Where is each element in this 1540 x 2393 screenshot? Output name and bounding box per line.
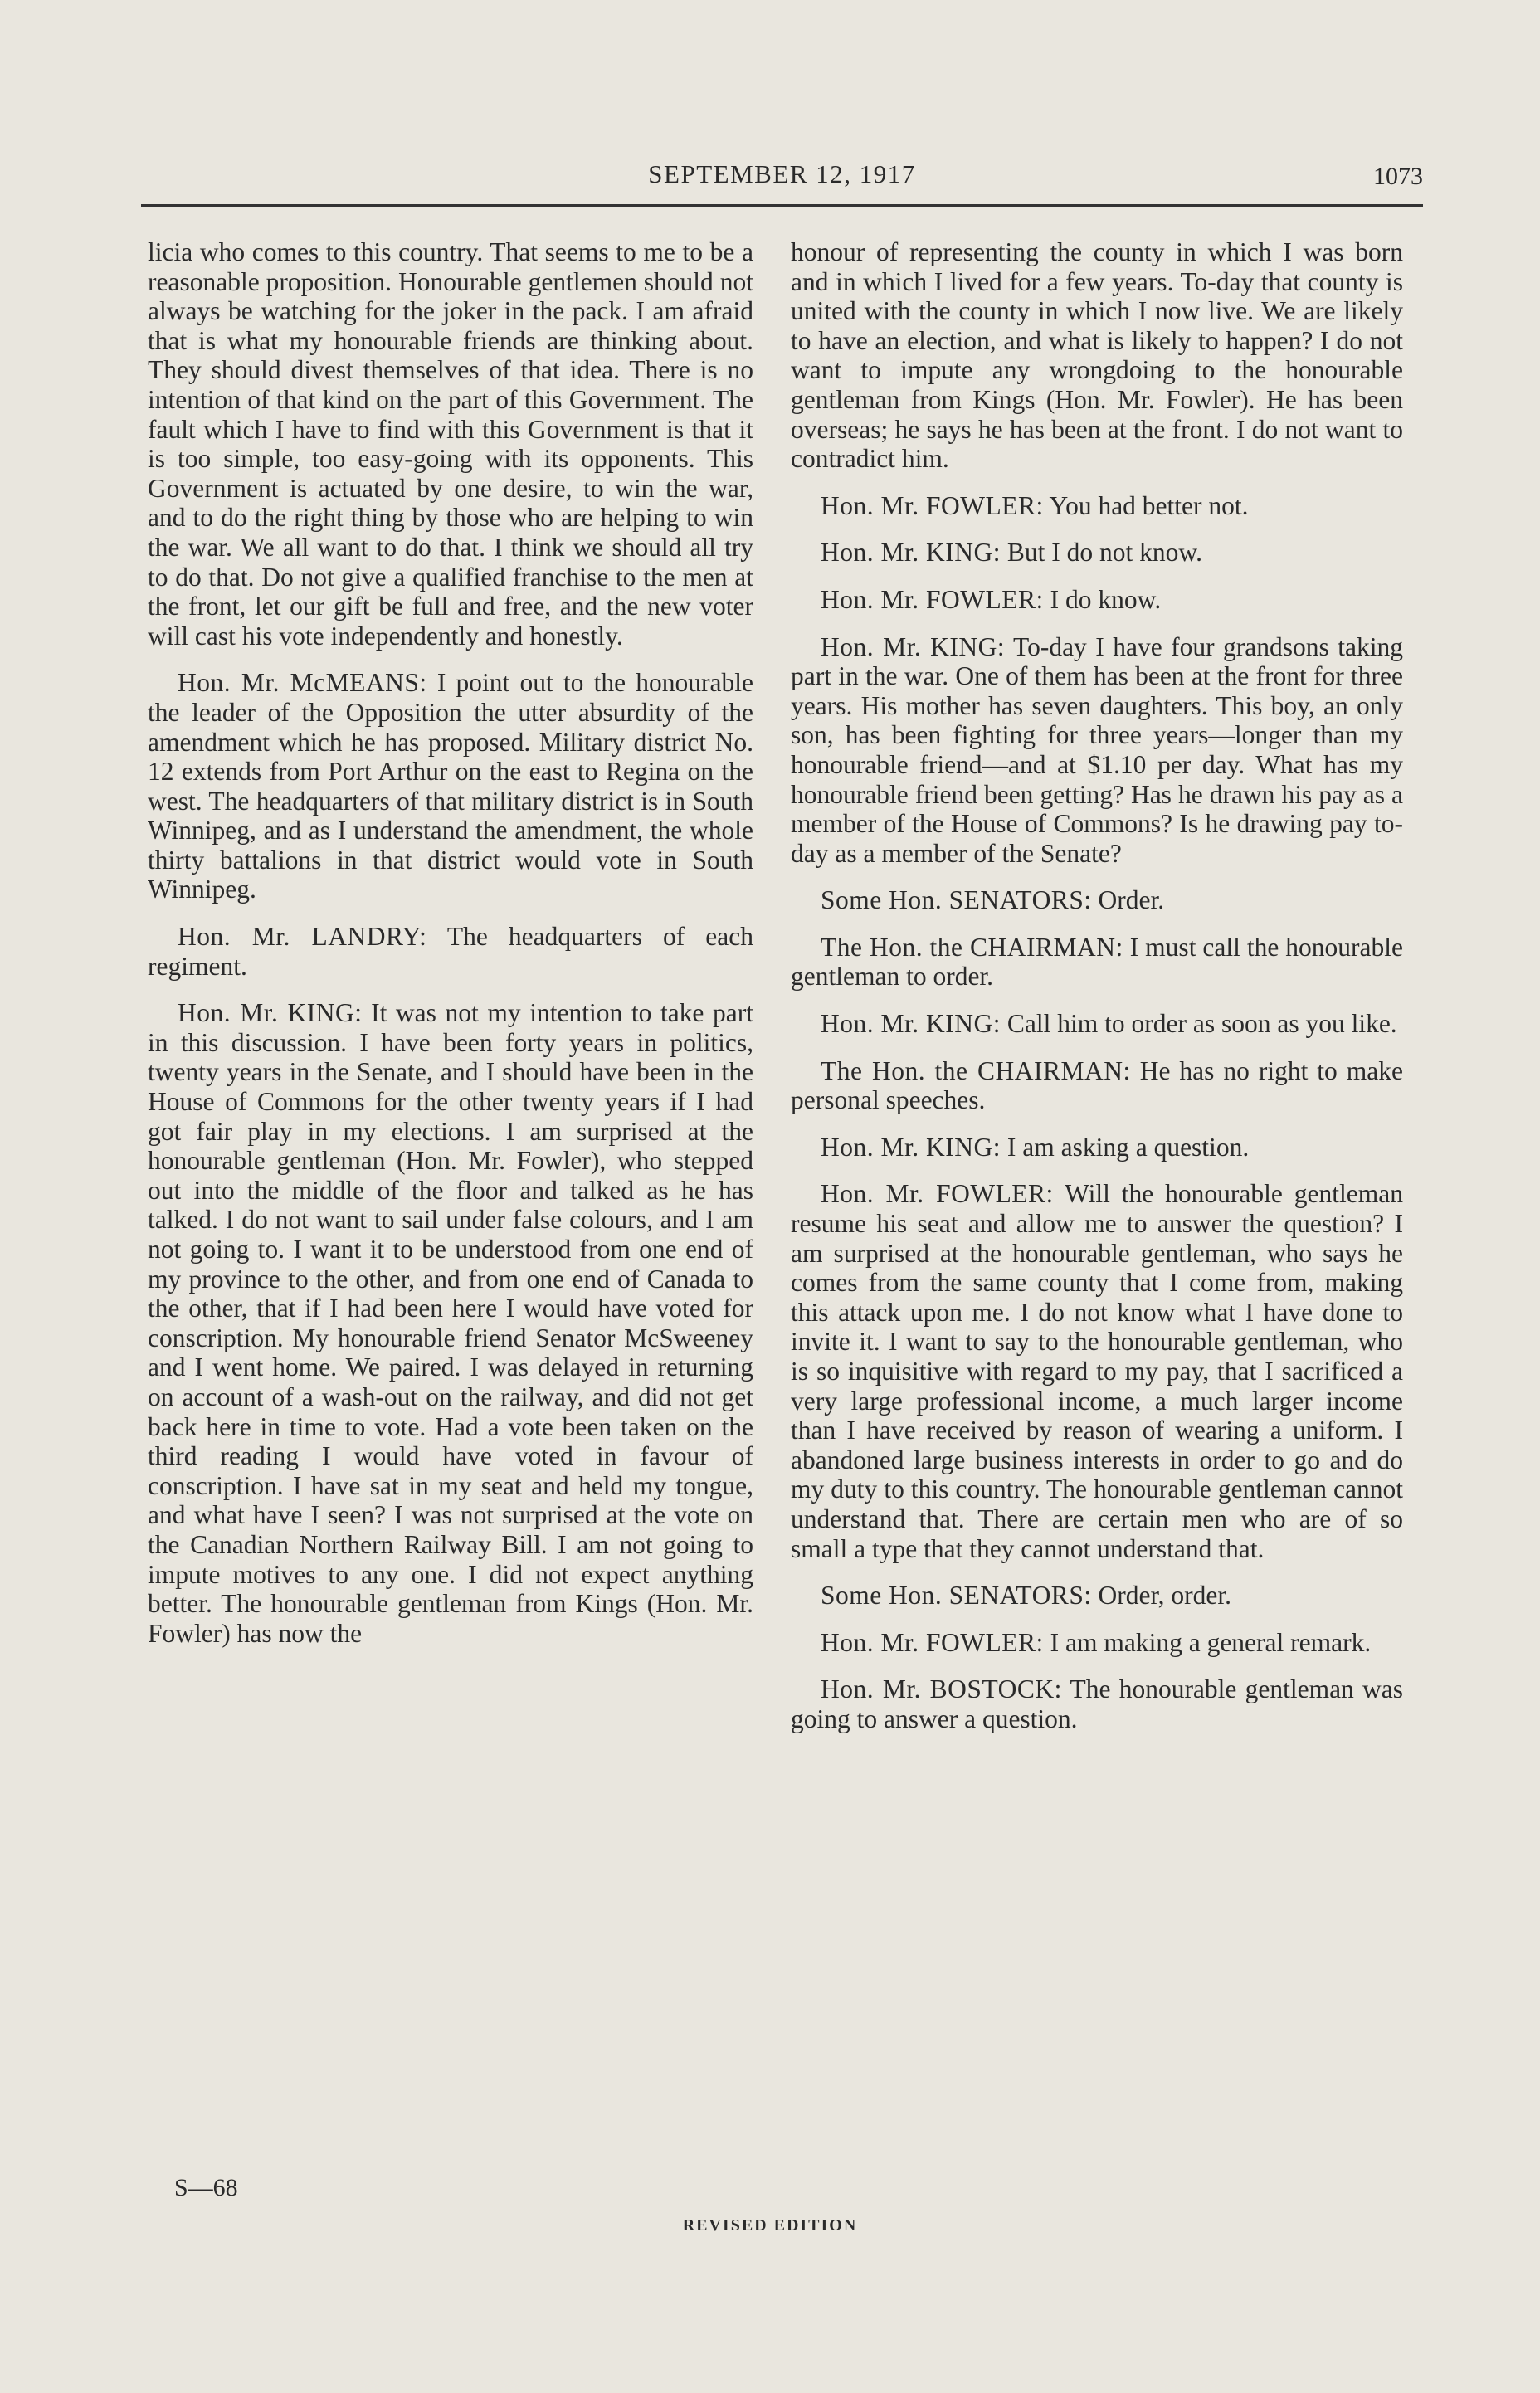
speaker-name: Some Hon. SENATORS: bbox=[821, 1581, 1092, 1611]
paragraph-text: Call him to order as soon as you like. bbox=[1006, 1009, 1397, 1039]
paragraph-text: I do know. bbox=[1050, 584, 1162, 614]
paragraph-text: The honourable gentleman was going to answer a question. bbox=[791, 1674, 1403, 1733]
paragraph bbox=[791, 1056, 1403, 1115]
paragraph bbox=[791, 885, 1403, 915]
speaker-name: Hon. Mr. LANDRY: bbox=[178, 922, 427, 952]
edition-footer: REVISED EDITION bbox=[682, 2216, 858, 2235]
speaker-name: Hon. Mr. McMEANS: bbox=[178, 668, 427, 698]
paragraph-text: The headquarters of each regiment. bbox=[148, 922, 753, 981]
paragraph-text: I am asking a question. bbox=[1006, 1132, 1250, 1162]
speaker-name: Hon. Mr. KING: bbox=[821, 538, 1001, 568]
paragraph-text: You had better not. bbox=[1049, 490, 1249, 520]
paragraph bbox=[148, 237, 753, 651]
paragraph bbox=[791, 1674, 1403, 1733]
header-rule bbox=[141, 204, 1423, 207]
left-column bbox=[148, 237, 753, 1665]
paragraph-text: To-day I have four grandsons taking part in the war. One of them has been at the front for three years. His mother has seven daughters. This boy, an only son, has been fighting for three years—longer than my honourable friend—and at $1.10 per day. What has my honourable friend been getting? Has he drawn his pay as a member of the House of Commons? Is he drawing pay to-day as a member of the Senate? bbox=[791, 631, 1403, 868]
paragraph-text: It was not my intention to take part in this discussion. I have been forty years in politics, twenty years in the Senate, and I should have been in the House of Commons for the other twenty years if I had got fair play in my elections. I am surprised at the honourable gentleman (Hon. Mr. Fowler), who stepped out into the middle of the floor and talked as he has talked. I do not want to sail under false colours, and I am not going to. I want it to be understood from one end of my province to the other, and from one end of Canada to the other, that if I had been here I would have voted for conscription. My honourable friend Senator McSweeney and I went home. We paired. I was delayed in returning on account of a wash-out on the railway, and did not get back here in time to vote. Had a vote been taken on the third reading I would have voted in favour of conscription. I have sat in my seat and held my tongue, and what have I seen? I was not surprised at the vote on the Canadian Northern Railway Bill. I am not going to impute motives to any one. I did not expect anything better. The honourable gentleman from Kings (Hon. Mr. Fowler) has now the bbox=[148, 998, 753, 1648]
speaker-name: Hon. Mr. FOWLER: bbox=[821, 1179, 1054, 1209]
paragraph bbox=[791, 1009, 1403, 1039]
paragraph-text: I am making a general remark. bbox=[1050, 1627, 1372, 1657]
page-header bbox=[141, 156, 1423, 206]
speaker-name: Hon. Mr. KING: bbox=[821, 1009, 1001, 1039]
speaker-name: Hon. Mr. FOWLER: bbox=[821, 1627, 1044, 1657]
speaker-name: The Hon. the CHAIRMAN: bbox=[821, 932, 1123, 962]
paragraph-text: Will the honourable gentleman resume his seat and allow me to answer the question? I am surprised at the honourable gentleman, who says he comes from the same county that I come from, making this attack upon me. I do not know what I have done to invite it. I want to say to the honourable gentleman, who is so inquisitive with regard to my pay, that I sacrificed a very large professional income, a much larger income than I have received by reason of wearing a uniform. I abandoned large business interests in order to go and do my duty to this country. The honourable gentleman cannot understand that. There are certain men who are of so small a type that they cannot understand that. bbox=[791, 1179, 1403, 1563]
right-column bbox=[791, 237, 1403, 1752]
paragraph bbox=[791, 1133, 1403, 1162]
paragraph-text: But I do not know. bbox=[1006, 538, 1202, 568]
paragraph bbox=[791, 491, 1403, 521]
paragraph bbox=[791, 585, 1403, 615]
paragraph bbox=[791, 632, 1403, 869]
paragraph bbox=[148, 922, 753, 981]
paragraph-text: He has no right to make personal speeches. bbox=[791, 1055, 1403, 1115]
page-date: SEPTEMBER 12, 1917 bbox=[648, 159, 916, 188]
speaker-name: Hon. Mr. BOSTOCK: bbox=[821, 1674, 1062, 1704]
speaker-name: Some Hon. SENATORS: bbox=[821, 885, 1092, 915]
paragraph-text: I must call the honourable gentleman to order. bbox=[791, 932, 1403, 992]
paragraph bbox=[791, 1581, 1403, 1611]
paragraph-text: Order, order. bbox=[1098, 1581, 1232, 1611]
paragraph bbox=[791, 1628, 1403, 1658]
speaker-name: The Hon. the CHAIRMAN: bbox=[821, 1055, 1131, 1085]
paragraph-text: honour of representing the county in which I was born and in which I lived for a few years. To-day that county is united with the county in which I now live. We are likely to have an election, and what is likely to happen? I do not want to impute any wrongdoing to the honourable gentleman from Kings (Hon. Mr. Fowler). He has been overseas; he says he has been at the front. I do not want to contradict him. bbox=[791, 237, 1403, 474]
paragraph bbox=[148, 668, 753, 904]
speaker-name: Hon. Mr. KING: bbox=[821, 631, 1006, 661]
paragraph-text: licia who comes to this country. That seems to me to be a reasonable proposition. Honourable gentlemen should not always be watching for the joker in the pack. I am afraid that is what my honourable friends are thinking about. They should divest themselves of that idea. There is no intention of that kind on the part of this Government. The fault which I have to find with this Government is that it is too simple, too easy-going with its opponents. This Government is actuated by one desire, to win the war, and to do the right thing by those who are helping to win the war. We all want to do that. I think we should all try to do that. Do not give a qualified franchise to the men at the front, let our gift be full and free, and the new voter will cast his vote independently and honestly. bbox=[148, 237, 753, 651]
paragraph bbox=[791, 933, 1403, 992]
paragraph-text: I point out to the honourable the leader of the Opposition the utter absurdity of the amendment which he has proposed. Military district No. 12 extends from Port Arthur on the east to Regina on the west. The headquarters of that military district is in South Winnipeg, and as I understand the amendment, the whole thirty battalions in that district would vote in South Winnipeg. bbox=[148, 668, 754, 904]
speaker-name: Hon. Mr. KING: bbox=[821, 1132, 1001, 1162]
speaker-name: Hon. Mr. FOWLER: bbox=[821, 584, 1044, 614]
paragraph bbox=[791, 1179, 1403, 1563]
paragraph bbox=[791, 538, 1403, 568]
speaker-name: Hon. Mr. KING: bbox=[178, 998, 363, 1028]
paragraph-text: Order. bbox=[1098, 885, 1165, 915]
signature-mark: S—68 bbox=[174, 2174, 238, 2201]
paragraph bbox=[148, 998, 753, 1648]
page-number: 1073 bbox=[1373, 163, 1423, 190]
paragraph bbox=[791, 237, 1403, 474]
speaker-name: Hon. Mr. FOWLER: bbox=[821, 490, 1044, 520]
